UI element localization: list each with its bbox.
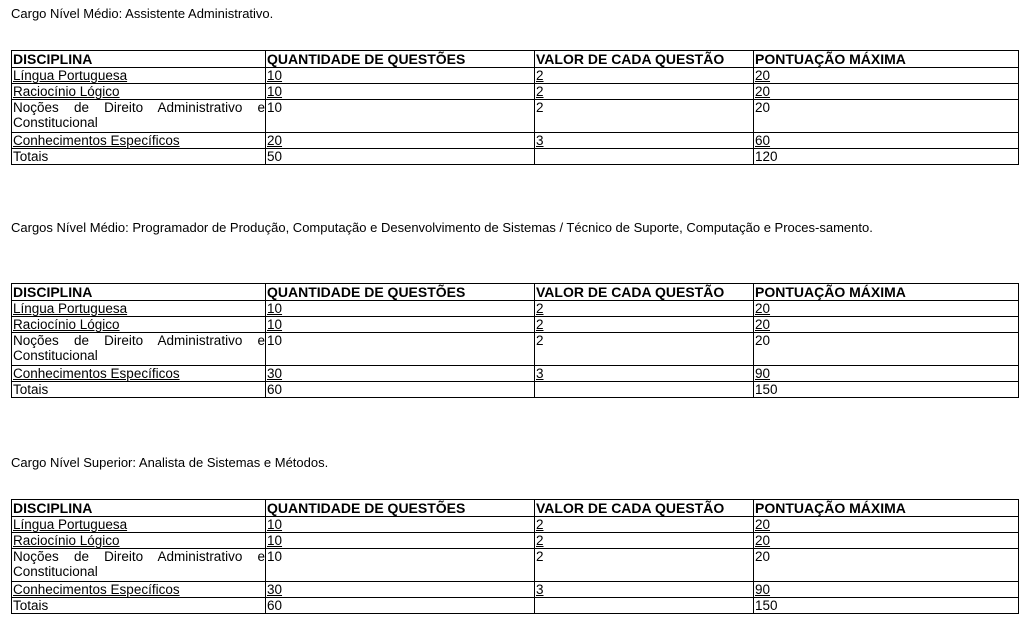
table-row [12,301,1019,317]
cell-valor [535,149,754,165]
cell-pontuacao: 20 [754,517,1019,533]
cell-valor [535,598,754,614]
cell-quantidade: 10 [266,549,535,582]
cell-valor: 3 [535,582,754,598]
table-row [12,68,1019,84]
table-row-totals [12,382,1019,398]
header-valor: VALOR DE CADA QUESTÃO [535,284,754,301]
cell-pontuacao: 20 [754,84,1019,100]
cell-disciplina: Conhecimentos Específicos [12,366,266,382]
section-heading: Cargos Nível Médio: Programador de Produção, Computação e Desenvolvimento de Sistemas / Técnico de Suporte, Computação e Proces-samento. [11,220,873,235]
section-heading: Cargo Nível Médio: Assistente Administrativo. [11,6,274,21]
cell-disciplina [12,333,266,366]
cell-quantidade: 20 [266,133,535,149]
table-header-row [12,500,1019,517]
table-row [12,517,1019,533]
cell-quantidade: 60 [266,598,535,614]
table-row [12,533,1019,549]
cell-pontuacao: 20 [754,68,1019,84]
cell-disciplina: Língua Portuguesa [12,301,266,317]
cell-pontuacao: 90 [754,582,1019,598]
cell-pontuacao: 20 [754,301,1019,317]
cell-valor: 2 [535,549,754,582]
cell-valor: 2 [535,84,754,100]
table-header-row [12,284,1019,301]
cell-valor: 2 [535,100,754,133]
cell-disciplina: Conhecimentos Específicos [12,582,266,598]
header-disciplina: DISCIPLINA [12,284,266,301]
section-heading: Cargo Nível Superior: Analista de Sistemas e Métodos. [11,455,329,470]
disciplina-text: Noções de Direito Administrativo e Constitucional [13,100,265,130]
cell-quantidade: 10 [266,84,535,100]
disciplina-text: Noções de Direito Administrativo e Constitucional [13,333,265,363]
table-row [12,366,1019,382]
header-quantidade: QUANTIDADE DE QUESTÕES [266,500,535,517]
table-row [12,133,1019,149]
score-table [11,499,1019,614]
cell-quantidade: 50 [266,149,535,165]
cell-disciplina [12,549,266,582]
table-row [12,333,1019,366]
cell-valor: 3 [535,366,754,382]
cell-disciplina: Totais [12,598,266,614]
header-pontuacao: PONTUAÇÃO MÁXIMA [754,284,1019,301]
cell-disciplina: Raciocínio Lógico [12,84,266,100]
cell-quantidade: 60 [266,382,535,398]
cell-valor: 2 [535,517,754,533]
cell-quantidade: 10 [266,100,535,133]
header-quantidade: QUANTIDADE DE QUESTÕES [266,284,535,301]
cell-valor: 2 [535,533,754,549]
cell-quantidade: 10 [266,517,535,533]
cell-valor [535,382,754,398]
cell-disciplina: Raciocínio Lógico [12,317,266,333]
table-row [12,317,1019,333]
cell-valor: 2 [535,68,754,84]
cell-quantidade: 10 [266,533,535,549]
table-header-row [12,51,1019,68]
cell-pontuacao: 60 [754,133,1019,149]
cell-pontuacao: 90 [754,366,1019,382]
cell-pontuacao: 20 [754,317,1019,333]
header-pontuacao: PONTUAÇÃO MÁXIMA [754,51,1019,68]
cell-disciplina [12,100,266,133]
cell-disciplina: Totais [12,382,266,398]
cell-quantidade: 30 [266,366,535,382]
cell-pontuacao: 20 [754,333,1019,366]
cell-quantidade: 10 [266,333,535,366]
header-disciplina: DISCIPLINA [12,51,266,68]
score-table [11,50,1019,165]
table-row-totals [12,149,1019,165]
header-quantidade: QUANTIDADE DE QUESTÕES [266,51,535,68]
cell-quantidade: 30 [266,582,535,598]
cell-disciplina: Língua Portuguesa [12,68,266,84]
cell-quantidade: 10 [266,317,535,333]
cell-pontuacao: 20 [754,549,1019,582]
cell-valor: 2 [535,317,754,333]
cell-pontuacao: 20 [754,533,1019,549]
cell-quantidade: 10 [266,301,535,317]
header-valor: VALOR DE CADA QUESTÃO [535,500,754,517]
table-row [12,84,1019,100]
header-valor: VALOR DE CADA QUESTÃO [535,51,754,68]
header-pontuacao: PONTUAÇÃO MÁXIMA [754,500,1019,517]
cell-pontuacao: 150 [754,382,1019,398]
header-disciplina: DISCIPLINA [12,500,266,517]
cell-valor: 2 [535,333,754,366]
cell-quantidade: 10 [266,68,535,84]
cell-disciplina: Totais [12,149,266,165]
cell-pontuacao: 150 [754,598,1019,614]
cell-pontuacao: 20 [754,100,1019,133]
cell-valor: 2 [535,301,754,317]
cell-valor: 3 [535,133,754,149]
table-row [12,549,1019,582]
cell-disciplina: Raciocínio Lógico [12,533,266,549]
table-row [12,582,1019,598]
table-row-totals [12,598,1019,614]
cell-disciplina: Língua Portuguesa [12,517,266,533]
table-row [12,100,1019,133]
cell-pontuacao: 120 [754,149,1019,165]
score-table [11,283,1019,398]
cell-disciplina: Conhecimentos Específicos [12,133,266,149]
disciplina-text: Noções de Direito Administrativo e Constitucional [13,549,265,579]
